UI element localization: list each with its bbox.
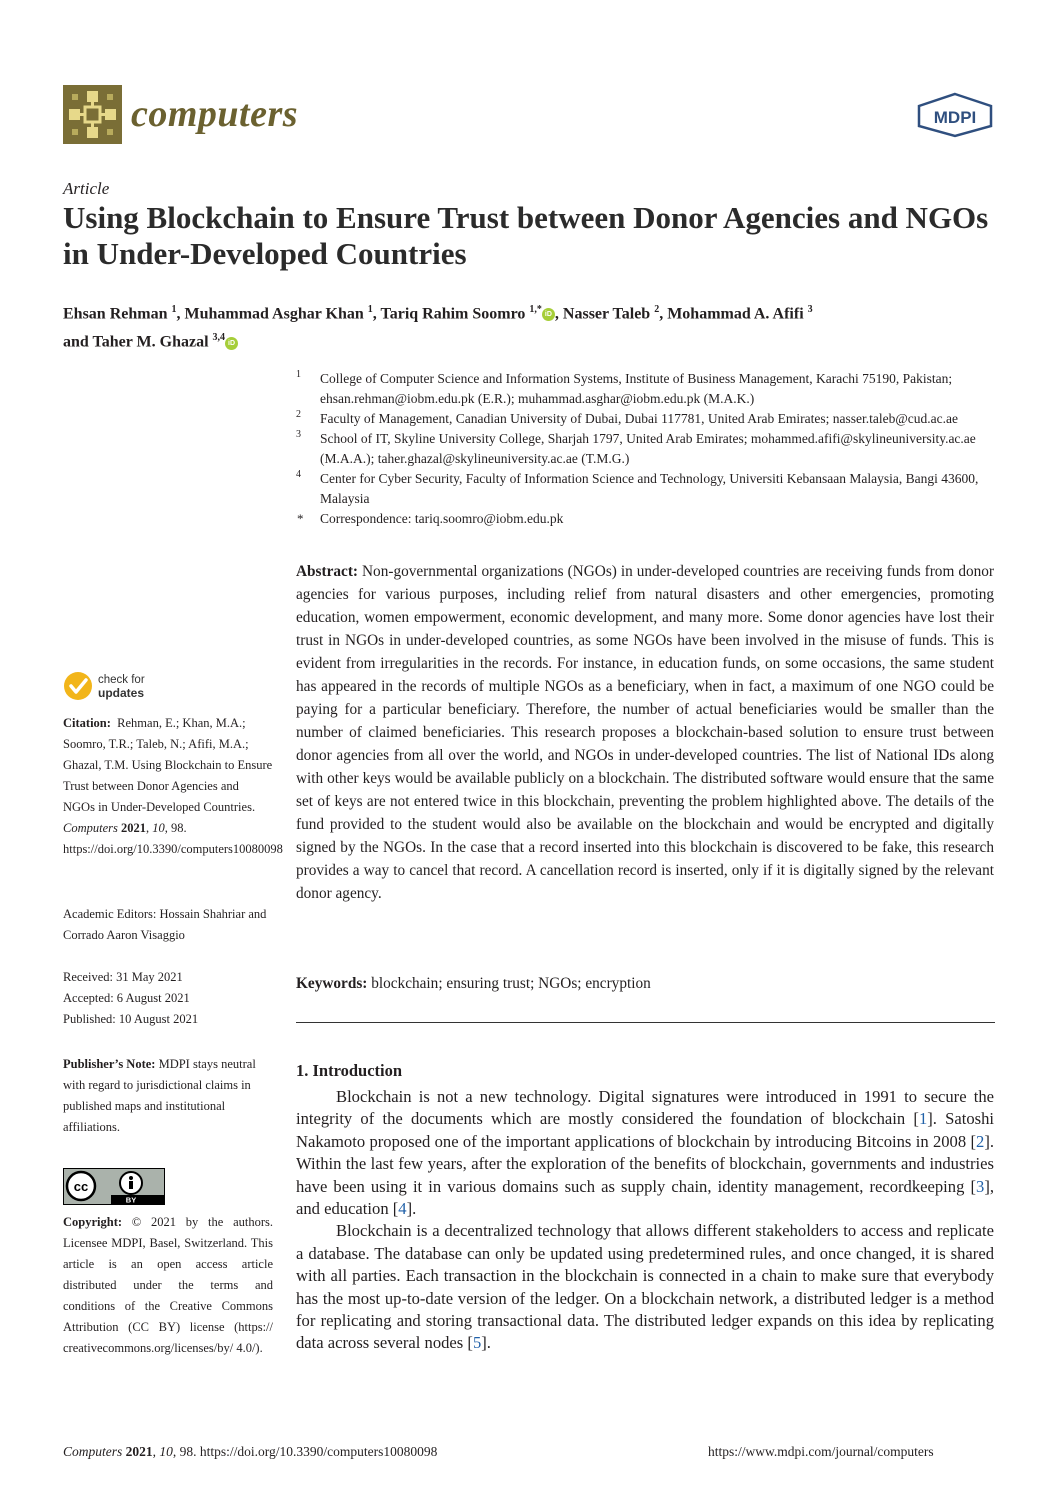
journal-logo [63, 85, 122, 144]
author-name: and Taher M. Ghazal [63, 333, 209, 351]
copyright-notice: Copyright: © 2021 by the authors. Licensee MDPI, Basel, Switzerland. This article is an open access article distributed under the terms and conditions of the Creative Commons Attribution (CC BY) license (https:// creativecommons.org/licenses/by/ 4.0/). [63, 1215, 274, 1355]
accepted-date: Accepted: 6 August 2021 [63, 991, 190, 1005]
abstract-text: Non-governmental organizations (NGOs) in under-developed countries are receiving funds from donor agencies for various purposes, including relief from natural disasters and other emergencies, promoting education, women empowerment, economic development, and many more. Some donor agencies have lost their trust in NGOs in under-developed countries, as some NGOs have been involved in the misuse of funds. This is evident from irregularities in the records. For instance, in education funds, on some occasions, the same student has appeared in the records of multiple NGOs as a beneficiary, when in fact, a maximum of one NGO could be paying for a particular beneficiary. Therefore, the number of actual beneficiaries would be smaller than the number of claimed beneficiaries. This research proposes a blockchain-based solution to ensure trust between donor agencies from all over the world, and NGOs in under-developed countries. The list of National IDs along with other keys would be available publicly on a blockchain. The distributed software would ensure that the same set of keys are not entered twice in this blockchain, preventing the problem highlighted above. The details of the fund provided to the student would also be available on the blockchain and would be encrypted and digitally signed by the NGOs. In the case that a record inserted into this blockchain is discovered to be fake, this research provides a way to cancel that record. A cancellation record is inserted, only if it is digitally signed by the relevant donor agency. [296, 563, 995, 902]
svg-text:cc: cc [73, 1179, 89, 1194]
affiliation-item: 3 School of IT, Skyline University College, Sharjah 1797, United Arab Emirates; mohammed.afifi@skylineuniversity.ac.ae (M.A.A.); taher.ghazal@skylineuniversity.ac.ae (T.M.G.) [296, 429, 976, 466]
abstract [296, 560, 994, 905]
dates [63, 967, 273, 1030]
affiliation-item: 2 Faculty of Management, Canadian University of Dubai, Dubai 117781, United Arab Emirates; nasser.taleb@cud.ac.ae [296, 409, 959, 426]
keywords-text: blockchain; ensuring trust; NGOs; encryption [371, 975, 651, 992]
orcid-icon[interactable]: iD [542, 308, 555, 321]
author-name: , Muhammad Asghar Khan [176, 305, 364, 323]
svg-text:BY: BY [125, 1195, 137, 1205]
correspondence: * Correspondence: tariq.soomro@iobm.edu.pk [297, 511, 564, 526]
journal-name: computers [131, 93, 299, 135]
affiliation-item: 4 Center for Cyber Security, Faculty of Information Science and Technology, Universiti Kebansaan Malaysia, Bangi 43600, Malaysia [296, 469, 979, 506]
citation-block: Citation: Rehman, E.; Khan, M.A.; Soomro, T.R.; Taleb, N.; Afifi, M.A.; Ghazal, T.M. Using Blockchain to Ensure Trust between Donor Agencies and NGOs in Under-Developed Countries. Computers 2021, 10, 98. https://doi.org/10.3390/computers10080098 [63, 716, 283, 856]
citation-link[interactable]: 3 [976, 1176, 985, 1196]
article-title: Using Blockchain to Ensure Trust between Donor Agencies and NGOs in Under-Developed Countries [63, 200, 989, 271]
mdpi-logo-text: MDPI [933, 108, 977, 127]
author-name: , Mohammad A. Afifi [659, 305, 804, 323]
footer-citation: Computers 2021, 10, 98. https://doi.org/10.3390/computers10080098 [63, 1444, 438, 1459]
article-type: Article [63, 179, 110, 198]
section-heading: 1. Introduction [296, 1061, 403, 1080]
orcid-icon[interactable]: iD [225, 337, 238, 350]
check-icon [64, 672, 92, 700]
publisher-note: Publisher’s Note: MDPI stays neutral with regard to jurisdictional claims in published maps and institutional affiliations. [63, 1057, 256, 1134]
received-date: Received: 31 May 2021 [63, 970, 183, 984]
author-list: Ehsan Rehman $^1$, Muhammad Asghar Khan $^1$, Tariq Rahim Soomro $^{1,*}$ iD , Nasser Taleb $^2$, Mohammad A. Afifi $^3$ and Taher M. Ghazal $^{3,4}$ iD [63, 304, 813, 351]
citation-link[interactable]: 4 [398, 1199, 407, 1219]
mdpi-logo [915, 92, 995, 143]
introduction-body [296, 1086, 994, 1355]
journal-logo-icon [63, 85, 122, 144]
cc-by-license-icon[interactable] [63, 1168, 165, 1205]
footer-journal-url[interactable]: https://www.mdpi.com/journal/computers [708, 1444, 934, 1459]
citation-link[interactable]: 5 [472, 1333, 482, 1353]
keywords-label: Keywords: [296, 975, 368, 992]
citation-link[interactable]: 1 [918, 1109, 928, 1129]
paragraph: Blockchain is not a new technology. Digital signatures were introduced in 1991 to secure the integrity of the documents which are mostly considered the foundation of blockchain [1]. Satoshi Nakamoto proposed one of the important applications of blockchain by introducing Bitcoins in 2008 [2]. Within the last few years, after the exploration of the benefits of blockchain, governments and industries have been using it in various domains such as supply chain, identity management, recordkeeping [3], and education [4]. [296, 1087, 994, 1219]
svg-text:check for: check for [98, 674, 145, 686]
academic-editors: Academic Editors: Hossain Shahriar and Corrado Aaron Visaggio [63, 907, 267, 942]
affiliations [296, 369, 996, 529]
author-name: , Tariq Rahim Soomro [372, 305, 526, 323]
divider [296, 1022, 995, 1023]
published-date: Published: 10 August 2021 [63, 1012, 199, 1026]
check-for-updates-badge[interactable] [63, 670, 163, 709]
paragraph: Blockchain is a decentralized technology that allows different stakeholders to access and replicate a database. The database can only be updated using predetermined rules, and once changed, it is shared with all parties. Each transaction in the blockchain is connected in a chain to make sure that everybody has the most up-to-date version of the ledger. On a blockchain network, a distributed ledger is a method for replicating and storing transactional data. The distributed ledger expands on this idea by replicating data across several nodes [5]. [296, 1221, 994, 1353]
author-name: Ehsan Rehman [63, 305, 168, 323]
keywords [296, 972, 996, 995]
abstract-label: Abstract: [296, 563, 359, 580]
affiliation-item: 1 College of Computer Science and Information Systems, Institute of Business Management, Karachi 75190, Pakistan; ehsan.rehman@iobm.edu.pk (E.R.); muhammad.asghar@iobm.edu.pk (M.A.K.) [296, 369, 953, 406]
author-name: , Nasser Taleb [554, 305, 651, 323]
svg-text:updates: updates [98, 686, 145, 700]
citation-link[interactable]: 2 [976, 1131, 985, 1151]
